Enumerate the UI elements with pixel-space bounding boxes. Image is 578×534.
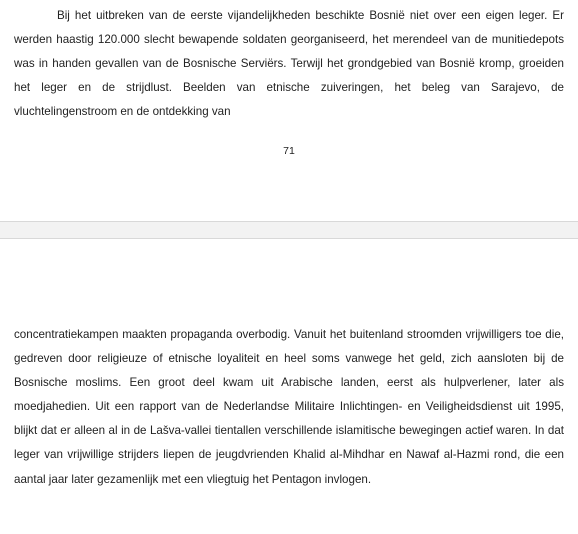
page-number: 71 — [283, 145, 295, 157]
document-page-72 — [0, 239, 578, 534]
body-paragraph: Bij het uitbreken van de eerste vijandelijkheden beschikte Bosnië niet over een eigen leger. Er werden haastig 120.000 slecht bewapende soldaten georganiseerd, het merendeel van de munitiedepots was in handen gevallen van de Bosnische Serviërs. Terwijl het grondgebied van Bosnië kromp, groeiden het leger en de strijdlust. Beelden van etnische zuiveringen, het beleg van Sarajevo, de vluchtelingenstroom en de ontdekking van — [14, 9, 564, 119]
page-separator — [0, 221, 578, 239]
body-paragraph: concentratiekampen maakten propaganda overbodig. Vanuit het buitenland stroomden vrijwilligers toe die, gedreven door religieuze of etnische loyaliteit en heel soms vanwege het geld, zich aansloten bij de Bosnische moslims. Een groot deel kwam uit Arabische landen, eerst als hulpverlener, later als moedjahedien. Uit een rapport van de Nederlandse Militaire Inlichtingen- en Veiligheidsdienst uit 1995, blijkt dat er alleen al in de Lašva-vallei tientallen verschillende islamitische bewegingen actief waren. In dat leger van vrijwillige strijders liepen de jeugdvrienden Khalid al-Mihdhar en Nawaf al-Hazmi rond, die een aantal jaar later gezamenlijk met een vliegtuig het Pentagon invlogen. — [14, 328, 564, 486]
document-page-71 — [0, 0, 578, 221]
